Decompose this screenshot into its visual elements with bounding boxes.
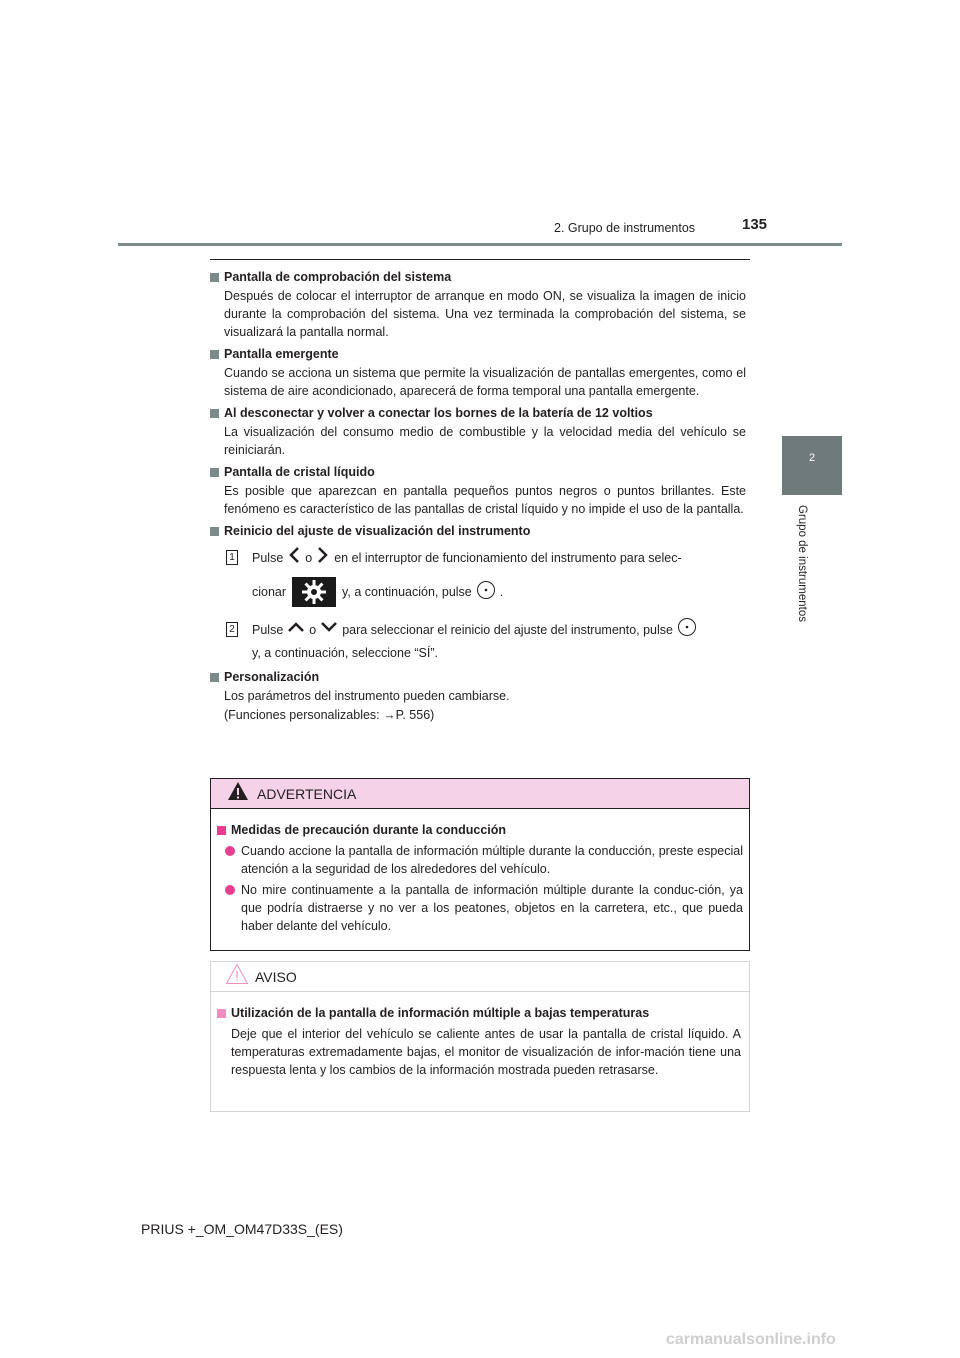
content-rule: [210, 259, 750, 260]
heading-text: Reinicio del ajuste de visualización del instrumento: [224, 524, 531, 538]
section-heading: [210, 668, 746, 686]
heading-text: Personalización: [224, 670, 320, 684]
chevron-right-icon: [316, 546, 330, 569]
heading-text: Pantalla de comprobación del sistema: [224, 270, 452, 284]
step-text: o: [305, 550, 313, 565]
heading-text: Medidas de precaución durante la conducción: [231, 823, 507, 837]
warning-body: [211, 809, 749, 935]
step-2-continued: y, a continuación, seleccione “SÍ”.: [252, 646, 438, 660]
warning-box: [210, 778, 750, 951]
warning-header: [211, 779, 749, 809]
notice-body: [211, 992, 749, 1079]
notice-text: Deje que el interior del vehículo se caliente antes de usar la pantalla de cristal líquido. A temperaturas extremadamente bajas, el monitor de visualización de infor-mación tiene una respuesta lenta y los cambios de la información mostrada pueden retrasarse.: [231, 1027, 741, 1077]
section-heading: [210, 522, 746, 540]
watermark: carmanualsonline.info: [666, 1331, 836, 1348]
step-text: cionar: [252, 585, 287, 599]
section-body: Es posible que aparezcan en pantalla pequeños puntos negros o puntos brillantes. Este fenómeno es característico de las pantallas de cristal líquido y no impide el uso de la pantalla.: [224, 484, 746, 516]
main-content: [210, 268, 746, 724]
dot-bullet-icon: [225, 885, 235, 895]
step-text: Pulse: [252, 622, 284, 637]
section-body: Después de colocar el interruptor de arranque en modo ON, se visualiza la imagen de inicio durante la comprobación del sistema. Una vez terminada la comprobación del sistema, se visualizará la pantalla normal.: [224, 289, 746, 339]
section-body: La visualización del consumo medio de combustible y la velocidad media del vehículo se reiniciarán.: [224, 425, 746, 457]
square-bullet-icon: [210, 409, 219, 418]
warning-bullet: [217, 881, 743, 935]
section-body: Cuando se acciona un sistema que permite la visualización de pantallas emergentes, como el sistema de aire acondicionado, aparecerá de forma temporal una pantalla emergente.: [224, 366, 746, 398]
chevron-down-icon: [320, 620, 338, 639]
chevron-left-icon: [287, 546, 301, 569]
square-bullet-icon: [210, 673, 219, 682]
heading-text: Utilización de la pantalla de información múltiple a bajas temperaturas: [231, 1006, 650, 1020]
section-heading: [210, 463, 746, 481]
square-bullet-icon: [217, 826, 226, 835]
warning-bullet: [217, 842, 743, 878]
step-1: [210, 546, 746, 569]
section-heading: [210, 268, 746, 286]
header-rule: [118, 243, 842, 246]
step-number: 1: [226, 550, 238, 565]
notice-box: [210, 961, 750, 1112]
heading-text: Al desconectar y volver a conectar los bornes de la batería de 12 voltios: [224, 406, 653, 420]
dot-bullet-icon: [225, 846, 235, 856]
square-bullet-icon: [210, 468, 219, 477]
bullet-text: No mire continuamente a la pantalla de información múltiple durante la conduc-ción, ya que podría distraerse y no ver a los peatones, objetos en la carretera, etc., que pueda haber delante del vehículo.: [241, 883, 743, 933]
chevron-up-icon: [287, 620, 305, 639]
notice-triangle-icon: [225, 963, 249, 990]
square-bullet-icon: [210, 273, 219, 282]
step-text: o: [309, 622, 317, 637]
warning-heading: [217, 821, 743, 839]
notice-label: AVISO: [255, 968, 297, 985]
square-bullet-icon: [210, 350, 219, 359]
page-number: 135: [742, 216, 768, 233]
step-number: 2: [226, 622, 238, 637]
ok-button-icon: [476, 580, 496, 605]
section-title: 2. Grupo de instrumentos: [554, 221, 696, 235]
step-1-continued: [210, 577, 746, 607]
chapter-tab-number: 2: [808, 452, 816, 464]
step-2: [210, 617, 746, 642]
ok-button-icon: [677, 617, 697, 642]
document-code: PRIUS +_OM_OM47D33S_(ES): [141, 1221, 343, 1237]
heading-text: Pantalla emergente: [224, 347, 339, 361]
notice-heading: [217, 1004, 743, 1022]
gear-settings-icon: [292, 577, 336, 607]
step-text: Pulse: [252, 550, 284, 565]
section-body: (Funciones personalizables: →P. 556): [224, 708, 435, 722]
step-text: en el interruptor de funcionamiento del instrumento para selec-: [334, 550, 682, 565]
step-text: .: [499, 585, 504, 599]
notice-header: [211, 962, 749, 992]
step-text: y, a continuación, pulse: [342, 585, 472, 599]
warning-triangle-icon: [227, 781, 249, 806]
bullet-text: Cuando accione la pantalla de información múltiple durante la conducción, preste especial atención a la seguridad de los alrededores del vehículo.: [241, 844, 743, 876]
heading-text: Pantalla de cristal líquido: [224, 465, 375, 479]
chapter-tab: [782, 436, 842, 495]
square-bullet-icon: [217, 1009, 226, 1018]
section-heading: [210, 404, 746, 422]
section-body: Los parámetros del instrumento pueden cambiarse.: [224, 689, 510, 703]
square-bullet-icon: [210, 527, 219, 536]
step-text: para seleccionar el reinicio del ajuste del instrumento, pulse: [342, 622, 673, 637]
warning-label: ADVERTENCIA: [257, 785, 357, 802]
chapter-tab-label: Grupo de instrumentos: [796, 505, 808, 622]
section-heading: [210, 345, 746, 363]
